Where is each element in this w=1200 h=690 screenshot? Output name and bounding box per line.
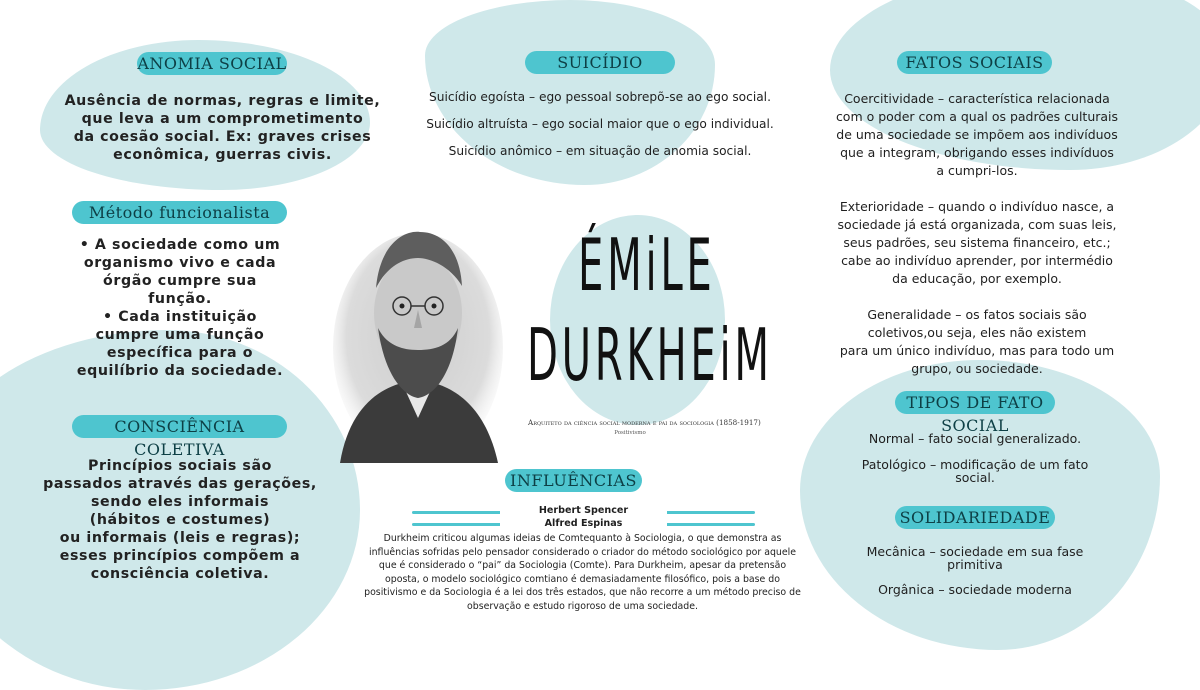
anomia-line: que leva a um comprometimento — [81, 111, 364, 127]
consciencia-line: ou informais (leis e regras); — [59, 530, 301, 546]
suicidio-header: SUICÍDIO — [525, 51, 675, 74]
fatos-line: que a integram, obrigando esses indivíduos — [840, 145, 1114, 160]
solidariedade-header: SOLIDARIEDADE — [895, 506, 1055, 529]
fatos-line: de uma sociedade se impõem aos indivíduos — [836, 127, 1118, 142]
metodo-line: • A sociedade como um — [79, 237, 281, 253]
fatos-line: sociedade já está organizada, com suas leis, — [837, 217, 1117, 232]
metodo-text — [60, 236, 300, 380]
metodo-line: equilíbrio da sociedade. — [76, 363, 284, 379]
influencias-header: INFLUÊNCIAS — [505, 469, 642, 492]
solidariedade-line: Orgânica – sociedade moderna — [878, 582, 1072, 597]
influencias-text — [335, 532, 830, 613]
consciencia-line: consciência coletiva. — [90, 566, 270, 582]
anomia-text — [50, 92, 395, 164]
suicidio-line: Suicídio anômico – em situação de anomia social. — [448, 144, 752, 158]
metodo-line: função. — [148, 291, 212, 307]
solidariedade-text — [830, 545, 1120, 599]
hero-name-line2: DURKHEiM — [527, 313, 773, 397]
fatos-line: seus padrões, seu sistema financeiro, etc.; — [843, 235, 1111, 250]
fatos-line: da educação, por exemplo. — [892, 271, 1062, 286]
anomia-line: Ausência de normas, regras e limite, — [64, 93, 381, 109]
hero-name-line1: ÉMiLE — [578, 223, 716, 307]
influencias-line: influências sofridas pelo pensador considerado o criador do método sociológico por aquele — [369, 546, 796, 558]
consciencia-line: Princípios sociais são — [87, 458, 273, 474]
anomia-line: da coesão social. Ex: graves crises — [73, 129, 372, 145]
fatos-line: para um único indivíduo, mas para todo um — [839, 343, 1115, 358]
fatos-line: a cumpri-los. — [936, 163, 1018, 178]
influencias-line: oposta, o modelo sociológico comtiano é demasiadamente filosófico, pois a base do — [385, 573, 780, 585]
consciencia-line: (hábitos e costumes) — [89, 512, 271, 528]
metodo-line: órgão cumpre sua — [103, 273, 257, 289]
influencias-line: que é considerado o “pai” da Sociologia (Comte). Para Durkheim, apesar da pretensão — [378, 560, 787, 571]
tipos-line: social. — [955, 470, 995, 485]
influencias-name: Alfred Espinas — [500, 518, 667, 530]
fatos-line: com o poder com a qual os padrões culturais — [835, 109, 1119, 124]
hero-subtitle2: Positivismo — [614, 430, 646, 436]
fatos-header: FATOS SOCIAIS — [897, 51, 1052, 74]
influencias-line: Durkheim criticou algumas ideias de Comtequanto à Sociologia, o que demonstra as — [383, 533, 782, 544]
spacer — [812, 288, 1142, 306]
suicidio-line: Suicídio egoísta – ego pessoal sobrepõ-se ao ego social. — [429, 90, 771, 104]
anomia-line: econômica, guerras civis. — [113, 147, 332, 163]
tipos-text — [830, 430, 1120, 484]
fatos-line: grupo, ou sociedade. — [911, 361, 1043, 376]
metodo-line: cumpre uma função — [95, 327, 265, 343]
fatos-line: Coercitividade – característica relacionada — [844, 91, 1110, 106]
metodo-line: • Cada instituição — [103, 309, 257, 325]
consciencia-line: sendo eles informais — [90, 494, 270, 510]
solidariedade-line: primitiva — [947, 557, 1003, 572]
influencias-line: observação e estudo rigoroso de uma sociedade. — [467, 600, 698, 612]
fatos-line: coletivos,ou seja, eles não existem — [867, 325, 1087, 340]
fatos-line: Generalidade – os fatos sociais são — [867, 307, 1087, 322]
fatos-line: cabe ao indivíduo aprender, por intermédio — [841, 253, 1113, 268]
solidariedade-line: Mecânica – sociedade em sua fase — [866, 544, 1084, 559]
tipos-line: Normal – fato social generalizado. — [868, 431, 1082, 446]
metodo-line: organismo vivo e cada — [83, 255, 277, 271]
influencias-line: positivismo e da Sociologia é a lei dos três estados, que não recorre a um método preciso de — [364, 587, 801, 598]
consciencia-line: esses princípios compõem a — [59, 548, 301, 564]
fatos-text — [812, 90, 1142, 378]
suicidio-text — [395, 89, 805, 160]
influencias-name: Herbert Spencer — [500, 505, 667, 517]
portrait-engraving-icon — [330, 218, 505, 463]
anomia-header: ANOMIA SOCIAL — [137, 54, 287, 73]
tipos-header: TIPOS DE FATO SOCIAL — [895, 391, 1055, 414]
tipos-line: Patológico – modificação de um fato — [861, 457, 1089, 472]
suicidio-line: Suicídio altruísta – ego social maior que o ego individual. — [426, 117, 774, 131]
hero-subtitle: Arquiteto da ciência social moderna e pai da sociologia (1858-1917) — [528, 418, 761, 427]
consciencia-line: passados através das gerações, — [43, 476, 317, 492]
metodo-line: específica para o — [106, 345, 254, 361]
spacer — [812, 180, 1142, 198]
fatos-line: Exterioridade – quando o indivíduo nasce, a — [839, 199, 1115, 214]
metodo-header: Método funcionalista — [72, 201, 287, 224]
consciencia-header: CONSCIÊNCIA COLETIVA — [72, 415, 287, 438]
consciencia-text — [30, 457, 330, 583]
